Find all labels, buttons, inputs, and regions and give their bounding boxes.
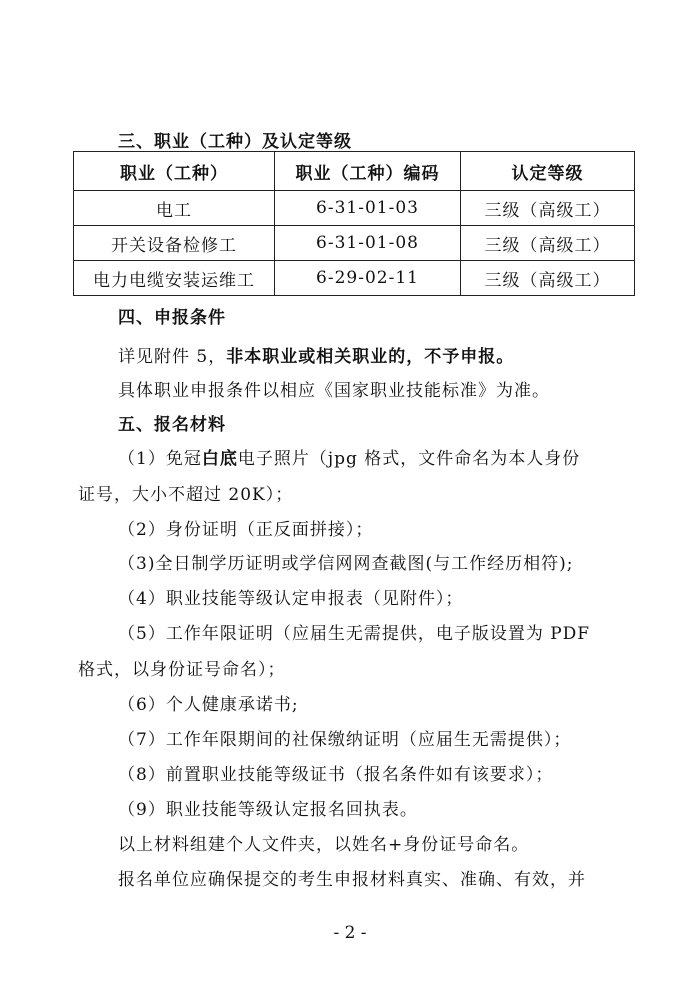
table-row [74, 191, 635, 226]
list-item [118, 444, 580, 469]
occupation-table [73, 151, 635, 296]
table-cell: 6-31-01-03 [275, 191, 461, 226]
list-item: （2）身份证明（正反面拼接）； [118, 520, 374, 540]
page-number: - 2 - [333, 923, 367, 943]
table-header-row [74, 152, 635, 191]
table-cell: 三级（高级工） [461, 191, 635, 226]
paragraph-text: 详见附件 5， [118, 347, 227, 367]
list-item-continuation: 格式，以身份证号命名）； [78, 660, 286, 680]
table-cell: 三级（高级工） [461, 261, 635, 296]
table-cell: 6-29-02-11 [275, 261, 461, 296]
table-row [74, 226, 635, 261]
table-cell: 电力电缆安装运维工 [74, 261, 275, 296]
list-item-text: 电子照片（jpg 格式，文件命名为本人身份 [237, 449, 581, 469]
table-cell: 开关设备检修工 [74, 226, 275, 261]
section-5-heading: 五、报名材料 [118, 415, 226, 435]
list-item-continuation: 证号，大小不超过 20K）； [78, 485, 294, 505]
table-cell: 三级（高级工） [461, 226, 635, 261]
list-item: （3)全日制学历证明或学信网网查截图(与工作经历相符); [118, 554, 574, 574]
table-cell: 电工 [74, 191, 275, 226]
list-item: （8）前置职业技能等级证书（报名条件如有该要求）； [118, 765, 554, 785]
table-header-cell: 认定等级 [461, 152, 635, 191]
paragraph: 报名单位应确保提交的考生申报材料真实、准确、有效，并 [118, 870, 586, 890]
list-item: （4）职业技能等级认定申报表（见附件）； [118, 589, 464, 609]
list-item: （7）工作年限期间的社保缴纳证明（应届生无需提供）； [118, 730, 572, 750]
paragraph [118, 342, 514, 367]
table-header-cell: 职业（工种） [74, 152, 275, 191]
list-item: （6）个人健康承诺书; [118, 695, 299, 715]
table-header-cell: 职业（工种）编码 [275, 152, 461, 191]
paragraph: 具体职业申报条件以相应《国家职业技能标准》为准。 [118, 381, 550, 401]
list-item: （5）工作年限证明（应届生无需提供，电子版设置为 PDF [118, 624, 591, 644]
list-item: （9）职业技能等级认定报名回执表。 [118, 800, 418, 820]
emphasis-text: 非本职业或相关职业的，不予申报。 [226, 347, 515, 367]
section-4-heading: 四、申报条件 [118, 308, 226, 328]
table-row [74, 261, 635, 296]
paragraph: 以上材料组建个人文件夹，以姓名+身份证号命名。 [118, 835, 530, 855]
list-item-text: （1）免冠 [118, 449, 202, 469]
table-cell: 6-31-01-08 [275, 226, 461, 261]
emphasis-text: 白底 [201, 449, 238, 469]
section-3-heading: 三、职业（工种）及认定等级 [118, 132, 352, 152]
